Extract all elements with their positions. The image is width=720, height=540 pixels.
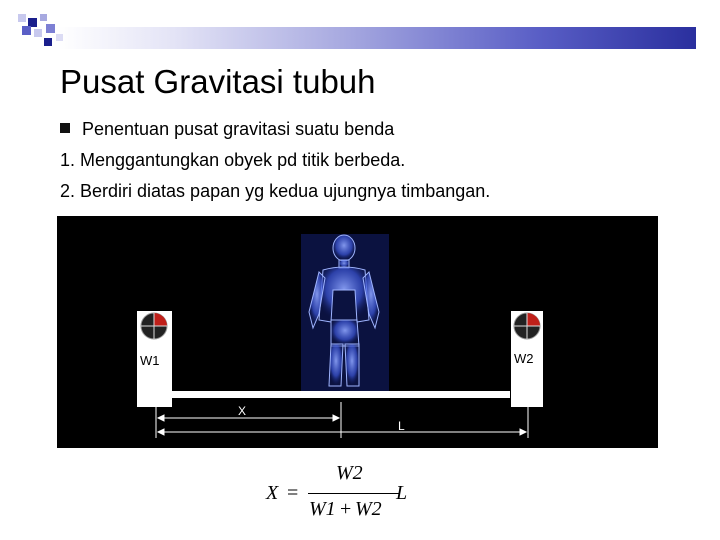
center-of-gravity-figure bbox=[57, 216, 658, 448]
formula-numerator: W2 bbox=[336, 462, 363, 484]
bullet-point bbox=[60, 118, 394, 140]
right-scale-dial-icon bbox=[514, 313, 540, 339]
right-scale-label: W2 bbox=[514, 351, 534, 366]
center-of-gravity-formula bbox=[262, 460, 442, 530]
figure-drawing bbox=[57, 216, 658, 448]
corner-squares-decoration bbox=[18, 14, 68, 54]
left-scale-label: W1 bbox=[140, 353, 160, 368]
formula-plus: + bbox=[340, 498, 352, 520]
l-dimension-arrow bbox=[158, 402, 528, 438]
bullet-text: Penentuan pusat gravitasi suatu benda bbox=[82, 119, 395, 139]
formula-equals: = bbox=[287, 482, 299, 504]
l-distance-label: L bbox=[398, 419, 405, 433]
x-dimension-arrow bbox=[156, 402, 341, 438]
list-item: 1. Menggantungkan obyek pd titik berbeda. bbox=[60, 150, 406, 170]
square-bullet-icon bbox=[60, 123, 70, 133]
formula-denominator-a: W1 bbox=[309, 498, 336, 520]
formula-multiplier: L bbox=[396, 482, 408, 504]
slide-title: Pusat Gravitasi tubuh bbox=[60, 63, 376, 100]
formula-denominator-b: W2 bbox=[355, 498, 382, 520]
list-item: 2. Berdiri diatas papan yg kedua ujungnya timbangan. bbox=[60, 181, 491, 201]
fraction-bar bbox=[308, 493, 400, 494]
formula-lhs: X bbox=[266, 482, 279, 504]
x-distance-label: X bbox=[238, 404, 247, 418]
board bbox=[170, 391, 510, 398]
left-scale-dial-icon bbox=[141, 313, 167, 339]
header-gradient-band bbox=[58, 27, 696, 49]
